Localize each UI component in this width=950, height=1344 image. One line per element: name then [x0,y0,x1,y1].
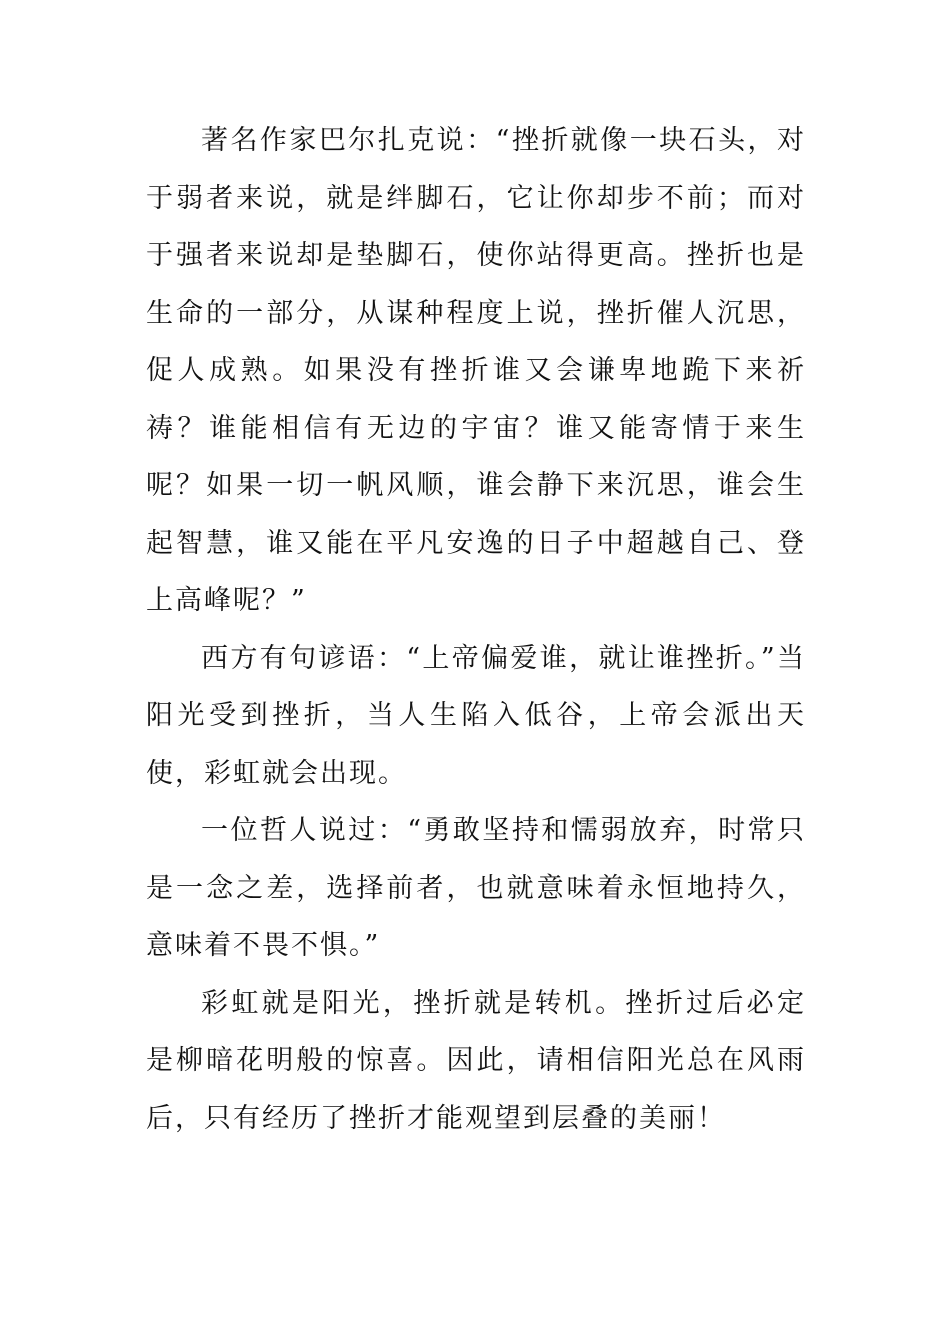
paragraph-balzac-quote: 著名作家巴尔扎克说：“挫折就像一块石头，对于弱者来说，就是绊脚石，它让你却步不前；而对于强者来说却是垫脚石，使你站得更高。挫折也是生命的一部分，从谋种程度上说，挫折催人沉思，促人成熟。如果没有挫折谁又会谦卑地跪下来祈祷？谁能相信有无边的宇宙？谁又能寄情于来生呢？如果一切一帆风顺，谁会静下来沉思，谁会生起智慧，谁又能在平凡安逸的日子中超越自己、登上高峰呢？” [146,125,806,616]
document-body [146,112,806,1147]
paragraph-conclusion: 彩虹就是阳光，挫折就是转机。挫折过后必定是柳暗花明般的惊喜。因此，请相信阳光总在风雨后，只有经历了挫折才能观望到层叠的美丽！ [146,987,806,1134]
paragraph-philosopher-quote: 一位哲人说过：“勇敢坚持和懦弱放弃，时常只是一念之差，选择前者，也就意味着永恒地持久，意味着不畏不惧。” [146,815,806,961]
paragraph-western-proverb: 西方有句谚语：“上帝偏爱谁，就让谁挫折。”当阳光受到挫折，当人生陷入低谷，上帝会派出天使，彩虹就会出现。 [146,642,806,789]
